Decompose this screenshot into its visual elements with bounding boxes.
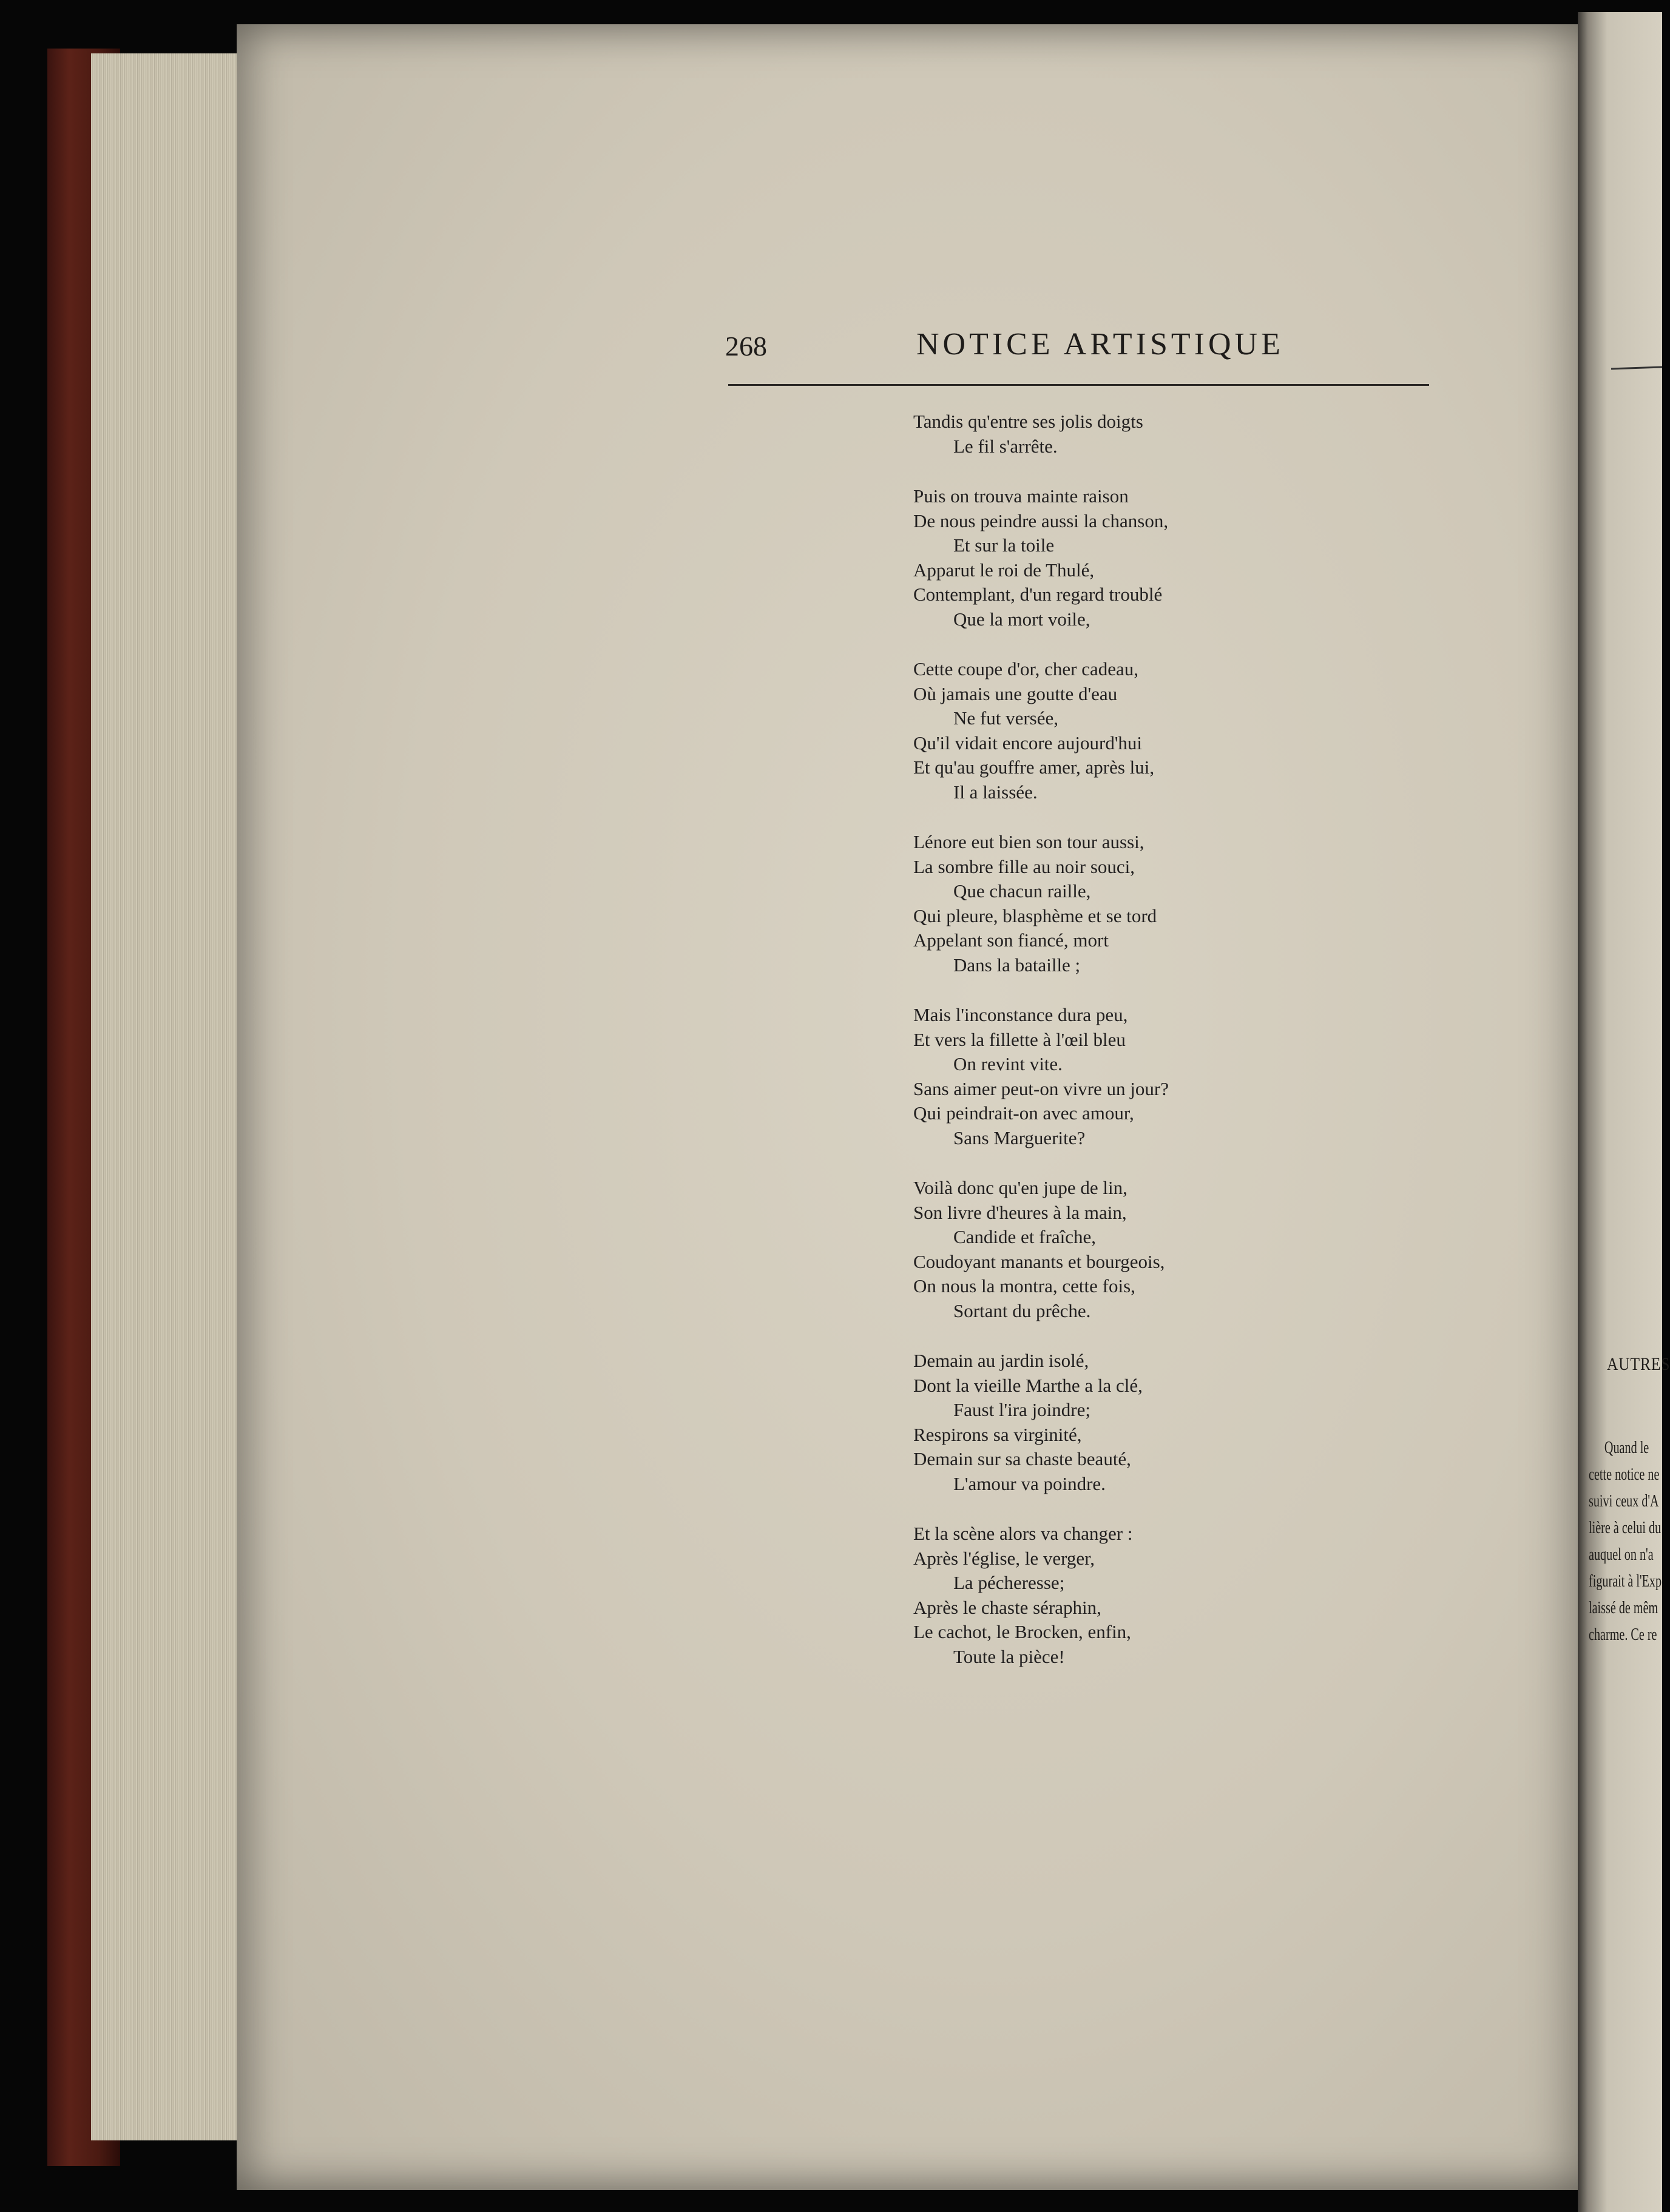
stanza: [913, 1003, 1374, 1150]
facing-page-edge: [1578, 12, 1662, 2212]
poem-line: Où jamais une goutte d'eau: [913, 683, 1118, 704]
facing-page-line: suivi ceux d'A: [1589, 1492, 1659, 1511]
poem-line: Voilà donc qu'en jupe de lin,: [913, 1177, 1127, 1198]
stanza: [913, 1349, 1374, 1496]
poem: [913, 410, 1374, 1694]
poem-line: Sortant du prêche.: [953, 1300, 1091, 1321]
poem-line: Qu'il vidait encore aujourd'hui: [913, 732, 1143, 754]
facing-page-line: cette notice ne: [1589, 1465, 1660, 1484]
poem-line: Après l'église, le verger,: [913, 1547, 1095, 1569]
poem-line: Contemplant, d'un regard troublé: [913, 584, 1163, 605]
poem-line: Qui peindrait-on avec amour,: [913, 1102, 1134, 1124]
poem-line: Dont la vieille Marthe a la clé,: [913, 1374, 1143, 1396]
poem-line: Coudoyant manants et bourgeois,: [913, 1250, 1165, 1272]
poem-line: Mais l'inconstance dura peu,: [913, 1004, 1128, 1025]
running-head: [725, 322, 1435, 370]
poem-line: Faust l'ira joindre;: [953, 1399, 1090, 1420]
stanza: [913, 410, 1374, 459]
poem-line: Après le chaste séraphin,: [913, 1596, 1101, 1618]
poem-line: Le fil s'arrête.: [953, 435, 1058, 457]
poem-line: Demain sur sa chaste beauté,: [913, 1448, 1131, 1469]
facing-page-line: lière à celui du: [1589, 1519, 1662, 1537]
poem-line: De nous peindre aussi la chanson,: [913, 510, 1169, 531]
stanza: [913, 1522, 1374, 1669]
facing-page-line: Quand le: [1604, 1438, 1649, 1457]
page-stack-edges: [91, 53, 255, 2140]
facing-page-line: figurait à l'Exp: [1589, 1572, 1662, 1591]
poem-line: Que chacun raille,: [953, 880, 1091, 902]
poem-line: Lénore eut bien son tour aussi,: [913, 831, 1144, 852]
facing-page-line: auquel on n'a: [1589, 1545, 1654, 1564]
poem-line: Et qu'au gouffre amer, après lui,: [913, 757, 1155, 778]
poem-line: Sans aimer peut-on vivre un jour?: [913, 1077, 1169, 1099]
poem-line: Toute la pièce!: [953, 1645, 1065, 1667]
poem-line: Que la mort voile,: [953, 608, 1090, 630]
page-title: NOTICE ARTISTIQUE: [916, 327, 1284, 362]
stanza: [913, 830, 1374, 977]
facing-page-line: laissé de mêm: [1589, 1599, 1658, 1617]
poem-line: Respirons sa virginité,: [913, 1423, 1082, 1445]
poem-line: Et vers la fillette à l'œil bleu: [913, 1028, 1126, 1050]
poem-line: Dans la bataille ;: [953, 954, 1081, 976]
poem-line: La sombre fille au noir souci,: [913, 855, 1135, 877]
stanza: [913, 1176, 1374, 1323]
facing-page-text: [1589, 1435, 1662, 1648]
poem-line: Appelant son fiancé, mort: [913, 929, 1109, 951]
poem-line: Et sur la toile: [953, 534, 1055, 556]
header-rule: [728, 384, 1429, 386]
poem-line: Puis on trouva mainte raison: [913, 485, 1129, 507]
poem-line: Demain au jardin isolé,: [913, 1350, 1089, 1371]
poem-line: Tandis qu'entre ses jolis doigts: [913, 411, 1143, 432]
poem-line: Le cachot, le Brocken, enfin,: [913, 1621, 1131, 1642]
facing-page-line: charme. Ce re: [1589, 1625, 1657, 1644]
poem-line: On revint vite.: [953, 1053, 1063, 1074]
stanza: [913, 657, 1374, 804]
poem-line: Candide et fraîche,: [953, 1226, 1096, 1247]
poem-line: L'amour va poindre.: [953, 1472, 1106, 1494]
facing-page-heading: AUTRES: [1607, 1354, 1670, 1374]
poem-line: La pécheresse;: [953, 1572, 1065, 1593]
page-number: 268: [725, 331, 767, 362]
poem-line: Son livre d'heures à la main,: [913, 1201, 1127, 1223]
poem-line: Ne fut versée,: [953, 707, 1058, 729]
poem-line: Et la scène alors va changer :: [913, 1523, 1133, 1544]
stanza: [913, 484, 1374, 632]
poem-line: Cette coupe d'or, cher cadeau,: [913, 658, 1138, 679]
poem-line: Qui pleure, blasphème et se tord: [913, 905, 1157, 926]
poem-line: Apparut le roi de Thulé,: [913, 559, 1095, 581]
poem-line: Il a laissée.: [953, 781, 1038, 803]
poem-line: Sans Marguerite?: [953, 1127, 1086, 1148]
poem-line: On nous la montra, cette fois,: [913, 1275, 1135, 1297]
